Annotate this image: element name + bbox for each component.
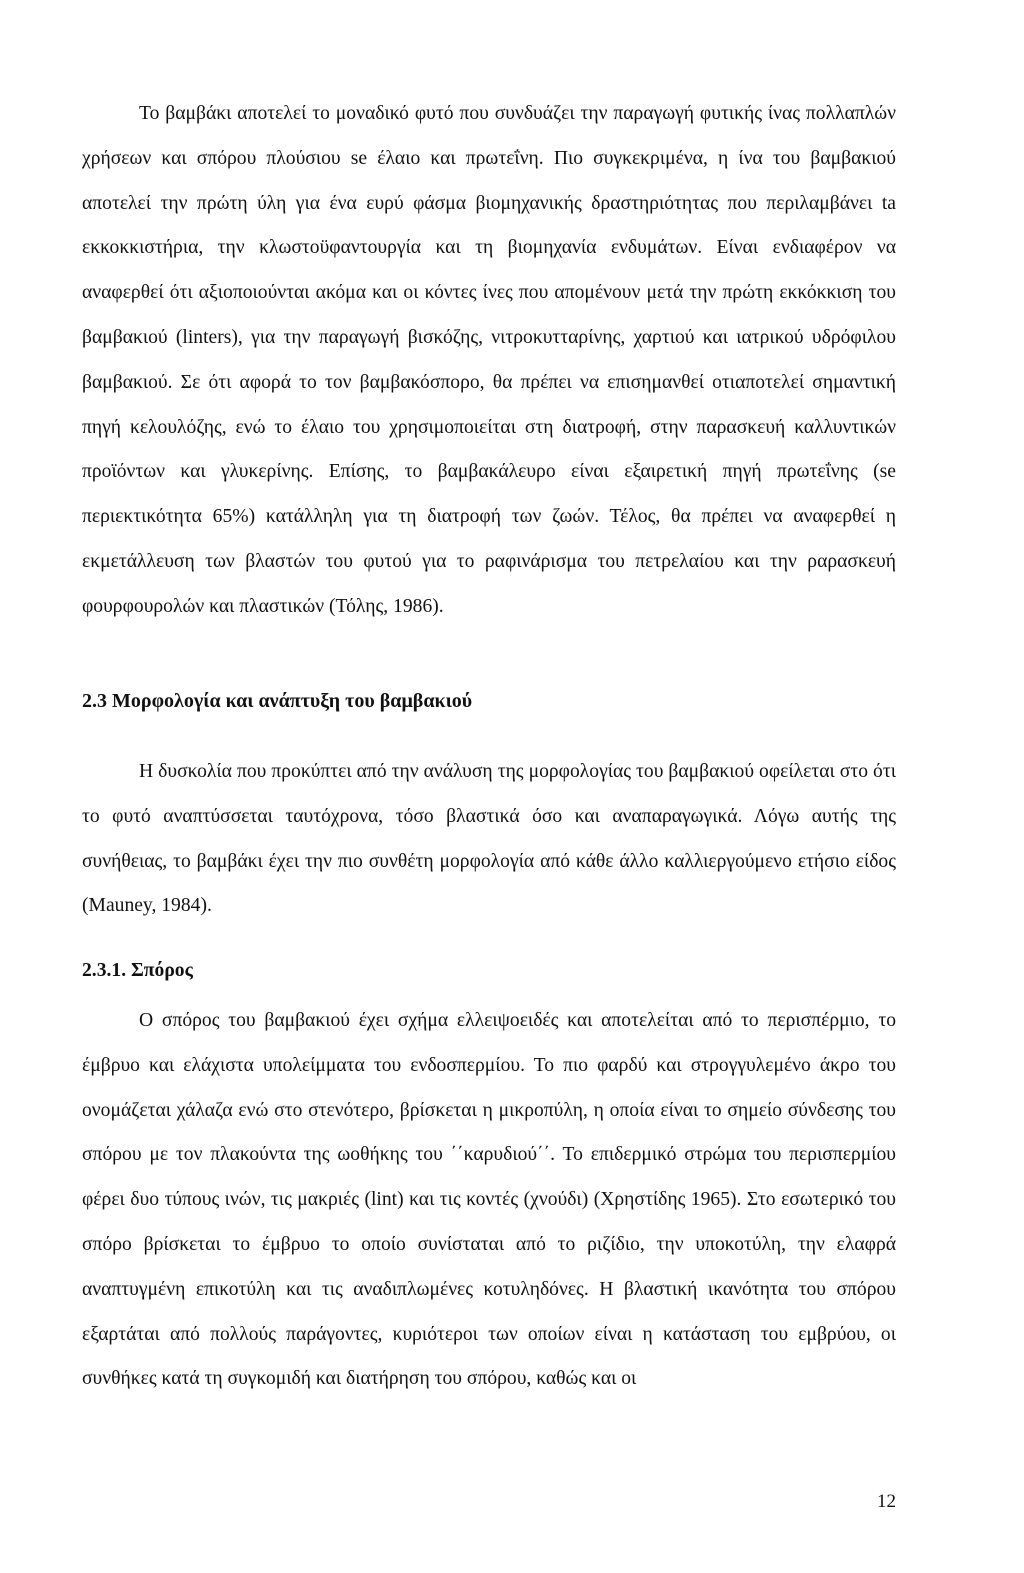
paragraph-seed: Ο σπόρος του βαμβακιού έχει σχήμα ελλειψοειδές και αποτελείται από το περισπέρμιο, το έμβρυο και ελάχιστα υπολείμματα του ενδοσπερμίου. Το πιο φαρδύ και στρογγυλεμένο άκρο του ονομάζεται χάλαζα ενώ στο στενότερο, βρίσκεται η μικροπύλη, η οποία είναι το σημείο σύνδεσης του σπόρου με τον πλακούντα της ωοθήκης του ΄΄καρυδιού΄΄. Το επιδερμικό στρώμα του περισπερμίου φέρει δυο τύπους ινών, τις μακριές (lint) και τις κοντές (χνούδι) (Χρηστίδης 1965). Στο εσωτερικό του σπόρο βρίσκεται το έμβρυο το οποίο συνίσταται από το ριζίδιο, την υποκοτύλη, την ελαφρά αναπτυγμένη επικοτύλη και τις αναδιπλωμένες κοτυληδόνες. Η βλαστική ικανότητα του σπόρου εξαρτάται από πολλούς παράγοντες, κυριότεροι των οποίων είναι η κατάσταση του εμβρύου, οι συνθήκες κατά τη συγκομιδή και διατήρηση του σπόρου, καθώς και οι <box>82 1010 896 1390</box>
body-text-block-3 <box>82 999 896 1402</box>
section-heading: 2.3 Μορφολογία και ανάπτυξη του βαμβακιού <box>82 690 473 712</box>
paragraph-morphology: Η δυσκολία που προκύπτει από την ανάλυση της μορφολογίας του βαμβακιού οφείλεται στο ότι το φυτό αναπτύσσεται ταυτόχρονα, τόσο βλαστικά όσο και αναπαραγωγικά. Λόγω αυτής της συνήθειας, το βαμβάκι έχει την πιο συνθέτη μορφολογία από κάθε άλλο καλλιεργούμενο ετήσιο είδος (Mauney, 1984). <box>82 761 896 917</box>
page-number: 12 <box>877 1491 896 1512</box>
paragraph-intro: Το βαμβάκι αποτελεί το μοναδικό φυτό που συνδυάζει την παραγωγή φυτικής ίνας πολλαπλών χρήσεων και σπόρου πλούσιου se έλαιο και πρωτεΐνη. Πιο συγκεκριμένα, η ίνα του βαμβακιού αποτελεί την πρώτη ύλη για ένα ευρύ φάσμα βιομηχανικής δραστηριότητας που περιλαμβάνει ta εκκοκκιστήρια, την κλωστοϋφαντουργία και τη βιομηχανία ενδυμάτων. Είναι ενδιαφέρον να αναφερθεί ότι αξιοποιούνται ακόμα και οι κόντες ίνες που απομένουν μετά την πρώτη εκκόκκιση του βαμβακιού (linters), για την παραγωγή βισκόζης, νιτροκυτταρίνης, χαρτιού και ιατρικού υδρόφιλου βαμβακιού. Σε ότι αφορά το τον βαμβακόσπορο, θα πρέπει να επισημανθεί οτιαποτελεί σημαντική πηγή κελουλόζης, ενώ το έλαιο του χρησιμοποιείται στη διατροφή, στην παρασκευή καλλυντικών προϊόντων και γλυκερίνης. Επίσης, το βαμβακάλευρο είναι εξαιρετική πηγή πρωτεΐνης (se περιεκτικότητα 65%) κατάλληλη για τη διατροφή των ζωών. Τέλος, θα πρέπει να αναφερθεί η εκμετάλλευση των βλαστών του φυτού για το ραφινάρισμα του πετρελαίου και την ραρασκευή φουρφουρολών και πλαστικών (Τόλης, 1986). <box>82 103 896 617</box>
body-text-block-2 <box>82 750 896 929</box>
subsection-heading-block <box>82 958 896 984</box>
section-heading-block <box>82 688 896 714</box>
body-text-block-1 <box>82 92 896 630</box>
subsection-heading: 2.3.1. Σπόρος <box>82 960 193 981</box>
